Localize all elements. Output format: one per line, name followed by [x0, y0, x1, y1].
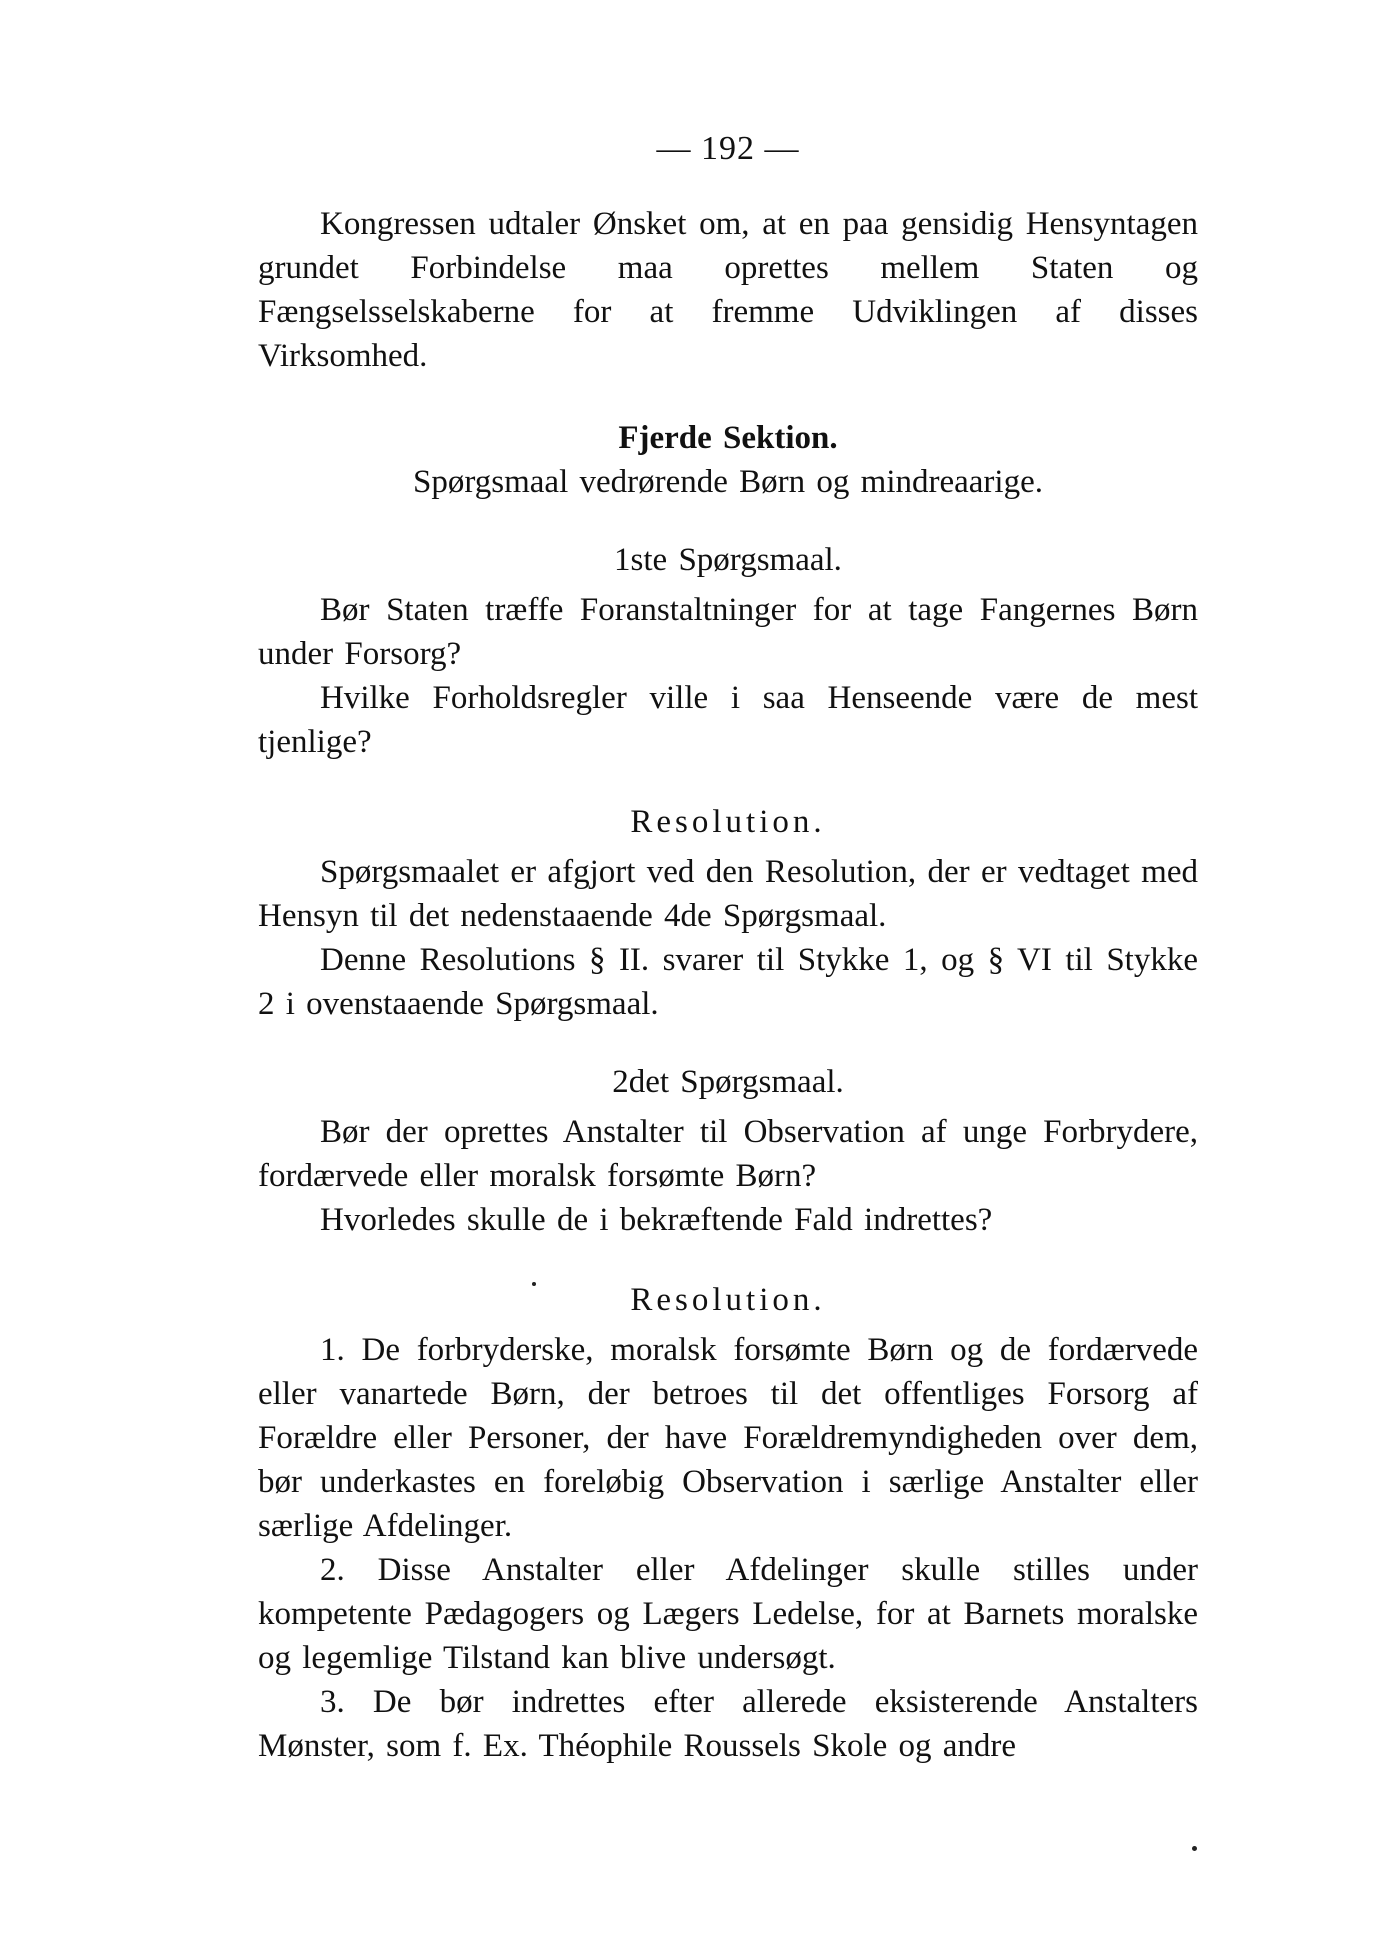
page-number: — 192 —	[656, 130, 800, 167]
resolution-item-number: 2.	[320, 1552, 345, 1588]
question-1-title: 1ste Spørgsmaal.	[614, 542, 842, 578]
resolution-2-title: Resolution.	[630, 1282, 826, 1318]
resolution-item	[258, 1680, 1198, 1768]
question-1-paragraph: Hvilke Forholdsregler ville i saa Henseende være de mest tjenlige?	[258, 680, 1198, 760]
resolution-item-number: 3.	[320, 1684, 345, 1720]
section-title: Fjerde Sektion.	[618, 420, 838, 456]
resolution-item-number: 1.	[320, 1332, 345, 1368]
question-1-paragraph: Bør Staten træffe Foranstaltninger for at tage Fangernes Børn under Forsorg?	[258, 592, 1198, 672]
resolution-item-text: De forbryderske, moralsk forsømte Børn og de fordærvede eller vanartede Børn, der betroes til det offentliges Forsorg af Forældre eller Personer, der have Forældremyndigheden over dem, bør underkastes en foreløbig Observation i særlige Anstalter eller særlige Afdelinger.	[258, 1332, 1198, 1544]
document-page	[258, 130, 1198, 1768]
resolution-1-paragraph: Denne Resolutions § II. svarer til Stykke 1, og § VI til Stykke 2 i ovenstaaende Spørgsmaal.	[258, 942, 1198, 1022]
question-2-paragraph: Hvorledes skulle de i bekræftende Fald indrettes?	[320, 1202, 993, 1238]
resolution-item-text: De bør indrettes efter allerede eksisterende Anstalters Mønster, som f. Ex. Théophile Roussels Skole og andre	[258, 1684, 1198, 1764]
question-2-paragraph: Bør der oprettes Anstalter til Observation af unge Forbrydere, fordærvede eller moralsk forsømte Børn?	[258, 1114, 1198, 1194]
resolution-1-title: Resolution.	[630, 804, 826, 840]
resolution-item-text: Disse Anstalter eller Afdelinger skulle stilles under kompetente Pædagogers og Lægers Ledelse, for at Barnets moralske og legemlige Tilstand kan blive undersøgt.	[258, 1552, 1199, 1676]
resolution-1-paragraph: Spørgsmaalet er afgjort ved den Resolution, der er vedtaget med Hensyn til det nedenstaaende 4de Spørgsmaal.	[258, 854, 1198, 934]
print-speck	[532, 1282, 536, 1286]
print-speck	[1192, 1846, 1197, 1851]
resolution-item	[258, 1548, 1198, 1680]
question-2-title: 2det Spørgsmaal.	[612, 1064, 844, 1100]
section-subtitle: Spørgsmaal vedrørende Børn og mindreaarige.	[413, 464, 1043, 500]
resolution-item	[258, 1328, 1198, 1548]
intro-paragraph: Kongressen udtaler Ønsket om, at en paa gensidig Hensyntagen grundet Forbindelse maa oprettes mellem Staten og Fængselsselskaberne for at fremme Udviklingen af disses Virksomhed.	[258, 206, 1198, 374]
